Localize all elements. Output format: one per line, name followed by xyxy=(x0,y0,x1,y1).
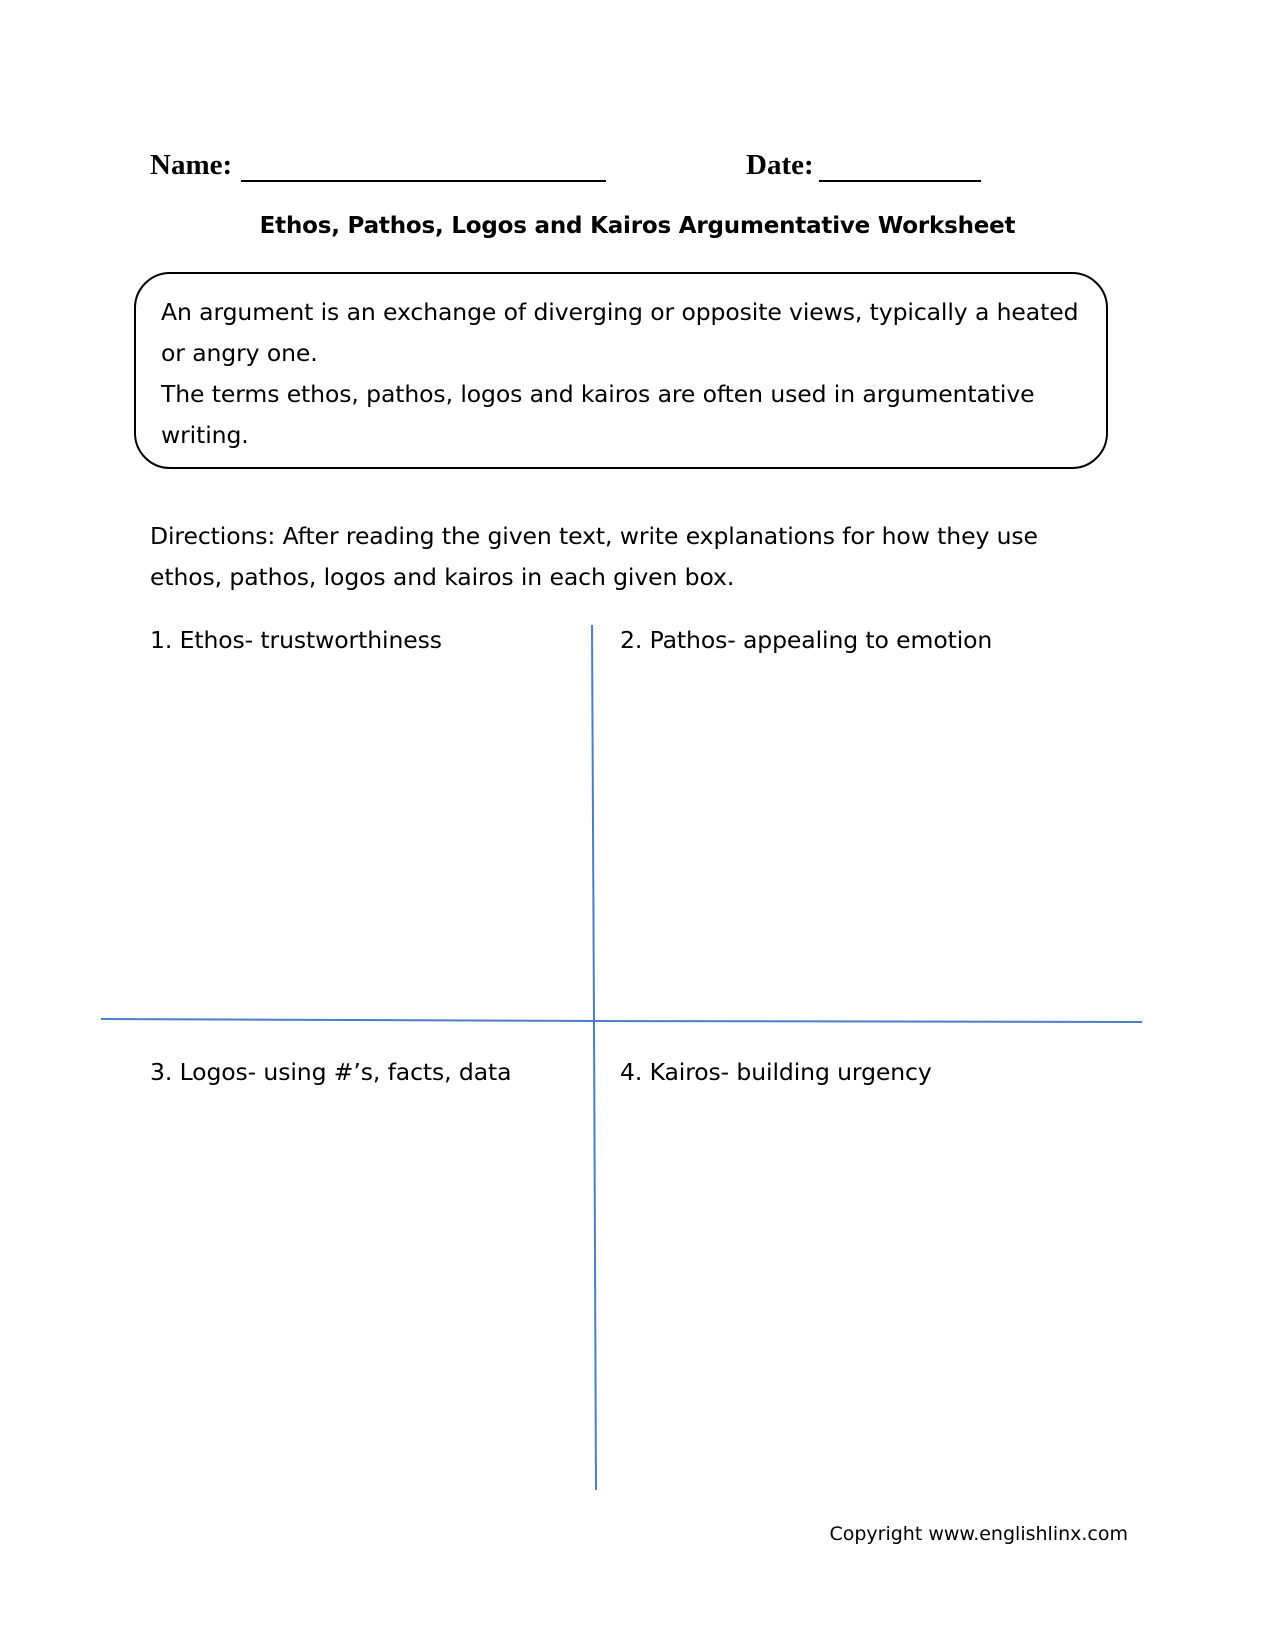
quadrant-2-label: 2. Pathos- appealing to emotion xyxy=(620,626,993,654)
horizontal-divider-line xyxy=(101,1019,1142,1022)
logos-answer-area[interactable] xyxy=(100,1092,590,1482)
date-label: Date: xyxy=(746,149,814,181)
pathos-answer-area[interactable] xyxy=(596,660,1136,1010)
quadrant-3-label: 3. Logos- using #’s, facts, data xyxy=(150,1058,512,1086)
ethos-answer-area[interactable] xyxy=(100,660,590,1010)
quadrant-1-label: 1. Ethos- trustworthiness xyxy=(150,626,442,654)
quadrant-4-label: 4. Kairos- building urgency xyxy=(620,1058,932,1086)
worksheet-title: Ethos, Pathos, Logos and Kairos Argumentative Worksheet xyxy=(259,213,1016,239)
copyright-text: Copyright www.englishlinx.com xyxy=(829,1523,1128,1545)
definition-text-1: An argument is an exchange of diverging or opposite views, typically a heated or angry one. xyxy=(161,298,1079,367)
kairos-answer-area[interactable] xyxy=(596,1092,1136,1482)
directions-text: Directions: After reading the given text, write explanations for how they use ethos, pathos, logos and kairos in each given box. xyxy=(150,522,1038,591)
definition-text-2: The terms ethos, pathos, logos and kairos are often used in argumentative writing. xyxy=(161,380,1035,449)
name-label: Name: xyxy=(150,149,233,181)
